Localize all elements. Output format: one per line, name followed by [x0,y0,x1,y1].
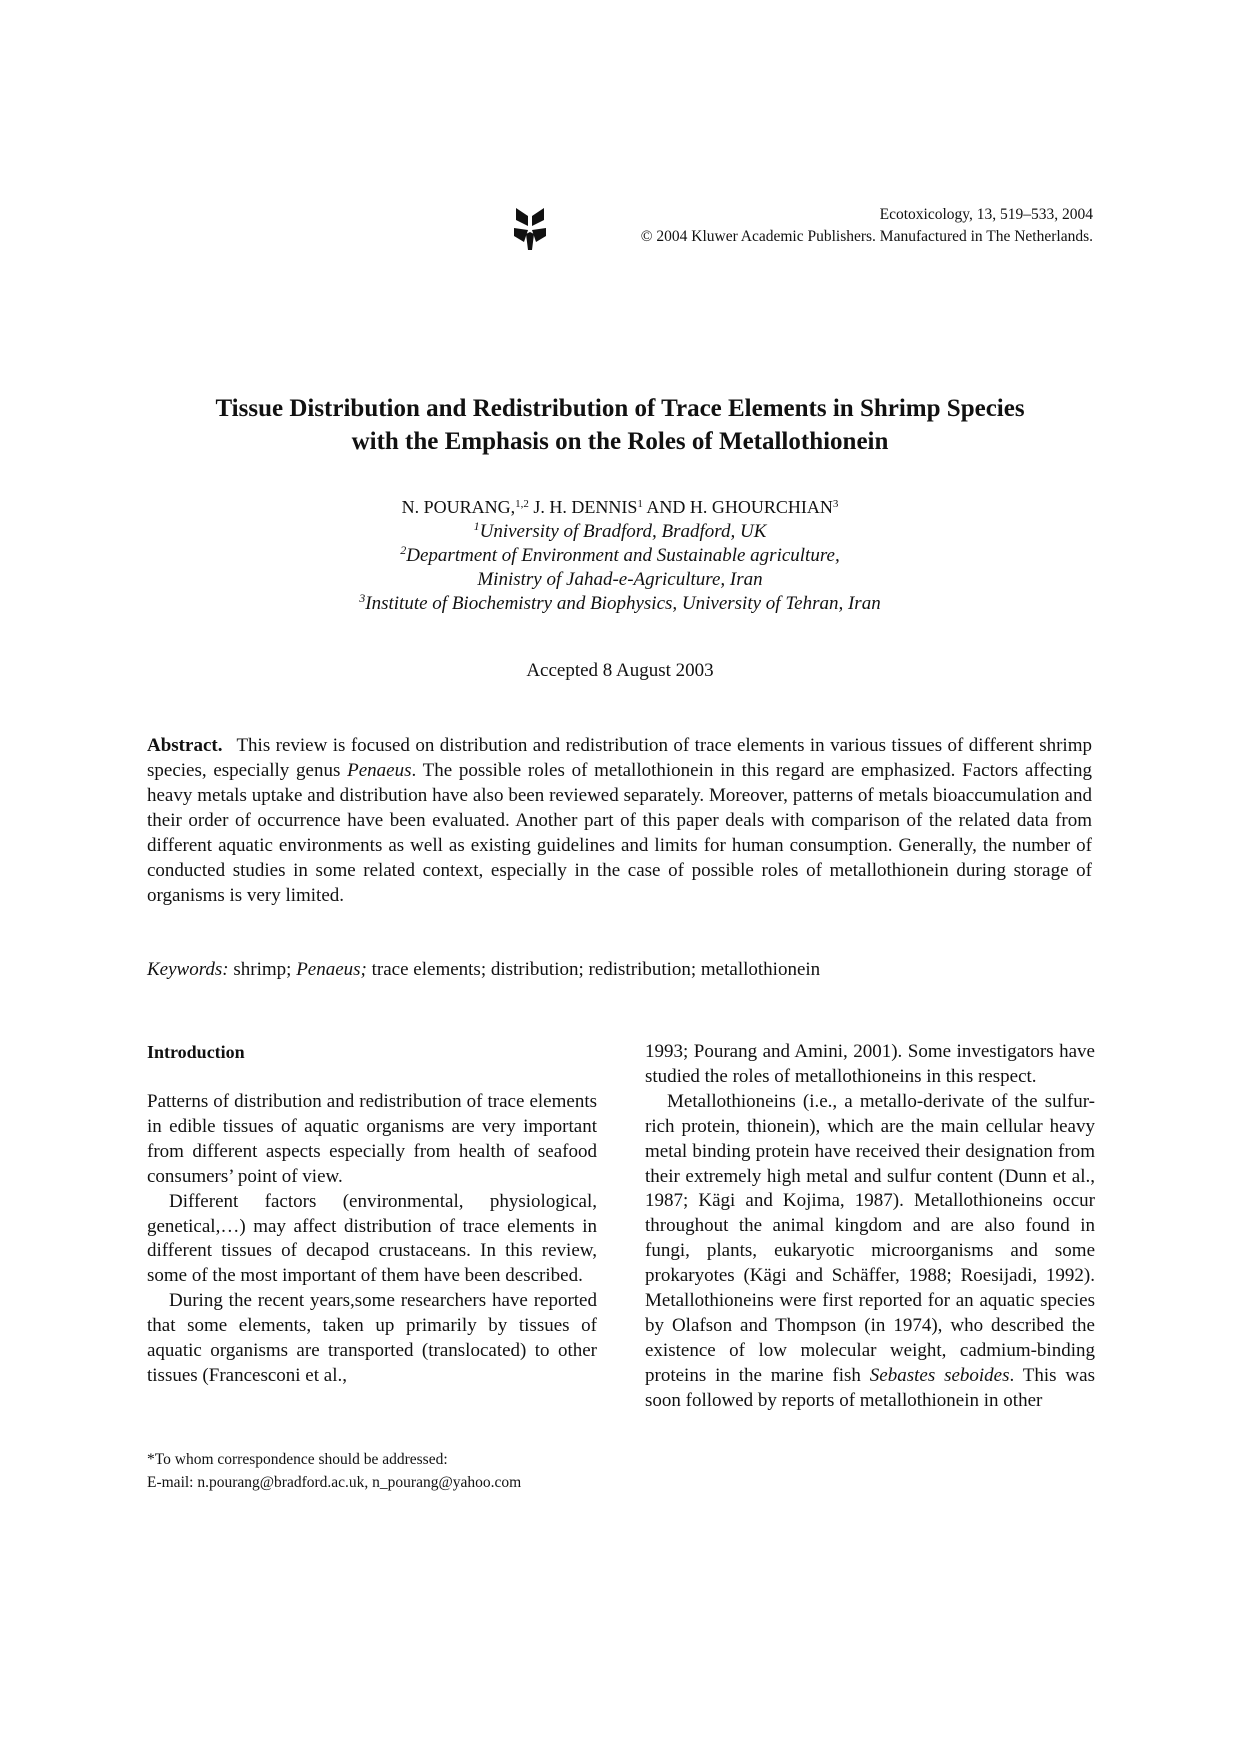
accepted-date: Accepted 8 August 2003 [526,660,714,681]
paper-title-line-2: with the Emphasis on the Roles of Metallothionein [351,428,889,455]
abstract-label: Abstract. [147,735,223,756]
copyright-line: © 2004 Kluwer Academic Publishers. Manufactured in The Netherlands. [640,228,1093,245]
keyword-genus: Penaeus; [296,959,367,980]
correspondence-footnote [147,1448,607,1494]
paragraph-text: . This was soon followed by reports of metallothionein in other [645,1364,1095,1411]
author-name: N. POURANG, [401,497,516,517]
paragraph-text: Metallothioneins (i.e., a metallo-derivate of the sulfur-rich protein, thionein), which are the main cellular heavy metal binding protein have received their designation from their extremely high metal and sulfur content (Dunn et al., 1987; Kägi and Kojima, 1987). Metallothioneins occur throughout the animal kingdom and are also found in fungi, plants, eukaryotic microorganisms and some prokaryotes (Kägi and Schäffer, 1988; Roesijadi, 1992). Metallothioneins were first reported for an aquatic species by Olafson and Thompson (in 1974), who described the existence of low molecular weight, cadmium-binding proteins in the marine fish [645,1090,1095,1386]
species-name: Sebastes seboides [869,1364,1010,1386]
keywords [147,957,1092,982]
affiliation-2-continued: Ministry of Jahad-e-Agriculture, Iran [477,569,763,590]
paragraph: Patterns of distribution and redistribution of trace elements in edible tissues of aquatic organisms are very important from different aspects especially from health of seafood consumers’ point of view. [147,1091,597,1187]
author-affiliation-mark: 3 [832,498,839,510]
journal-citation: Ecotoxicology, 13, 519–533, 2004 [879,206,1093,223]
affiliation-mark: 2 [400,543,407,557]
abstract-genus: Penaeus [347,760,412,781]
abstract-text: This review is focused on distribution and redistribution of trace elements in various tissues of different shrimp species, especially genus [147,735,1092,781]
affiliation-1 [0,520,1240,544]
keywords-label: Keywords: [147,959,229,980]
abstract-text: . The possible roles of metallothionein in this regard are emphasized. Factors affecting heavy metals uptake and distribution have also been reviewed separately. Moreover, patterns of metals bioaccumulation and their order of occurrence have been evaluated. Another part of this paper deals with comparison of the related data from different aquatic environments as well as existing guidelines and limits for human consumption. Generally, the number of conducted studies in some related context, especially in the case of possible roles of metallothionein during storage of organisms is very limited. [147,760,1092,906]
affiliation-2 [0,544,1240,568]
keyword-text: shrimp; [228,959,297,980]
author-list [0,496,1240,519]
paragraph: During the recent years,some researchers have reported that some elements, taken up primarily by tissues of aquatic organisms are transported (translocated) to other tissues (Francesconi et al., [147,1290,597,1386]
keyword-text: trace elements; distribution; redistribution; metallothionein [366,959,821,980]
right-column [645,1040,1095,1414]
author-affiliation-mark: 1 [637,498,643,510]
affiliation-text: Department of Environment and Sustainable agriculture, [406,545,840,566]
affiliation-text: Institute of Biochemistry and Biophysics, University of Tehran, Iran [365,593,881,614]
footnote-email: E-mail: n.pourang@bradford.ac.uk, n_pourang@yahoo.com [147,1474,522,1491]
affiliation-mark: 1 [473,519,480,533]
paper-title-line-1: Tissue Distribution and Redistribution of Trace Elements in Shrimp Species [215,395,1025,422]
author-name: J. H. DENNIS [528,497,638,517]
paragraph: 1993; Pourang and Amini, 2001). Some investigators have studied the roles of metallothioneins in this respect. [645,1041,1095,1087]
author-affiliation-mark: 1,2 [515,498,529,510]
affiliation-mark: 3 [359,591,366,605]
paragraph [645,1090,1095,1414]
footnote-line: *To whom correspondence should be addressed: [147,1451,448,1468]
publisher-logo [512,206,548,252]
paragraph: Different factors (environmental, physiological, genetical,…) may affect distribution of trace elements in different tissues of decapod crustaceans. In this review, some of the most important of them have been described. [147,1190,597,1287]
abstract [147,733,1092,908]
author-name: AND H. GHOURCHIAN [642,497,833,517]
affiliation-3 [0,592,1240,616]
affiliation-text: University of Bradford, Bradford, UK [479,521,767,542]
left-column [147,1090,597,1389]
section-heading-introduction: Introduction [147,1042,245,1062]
